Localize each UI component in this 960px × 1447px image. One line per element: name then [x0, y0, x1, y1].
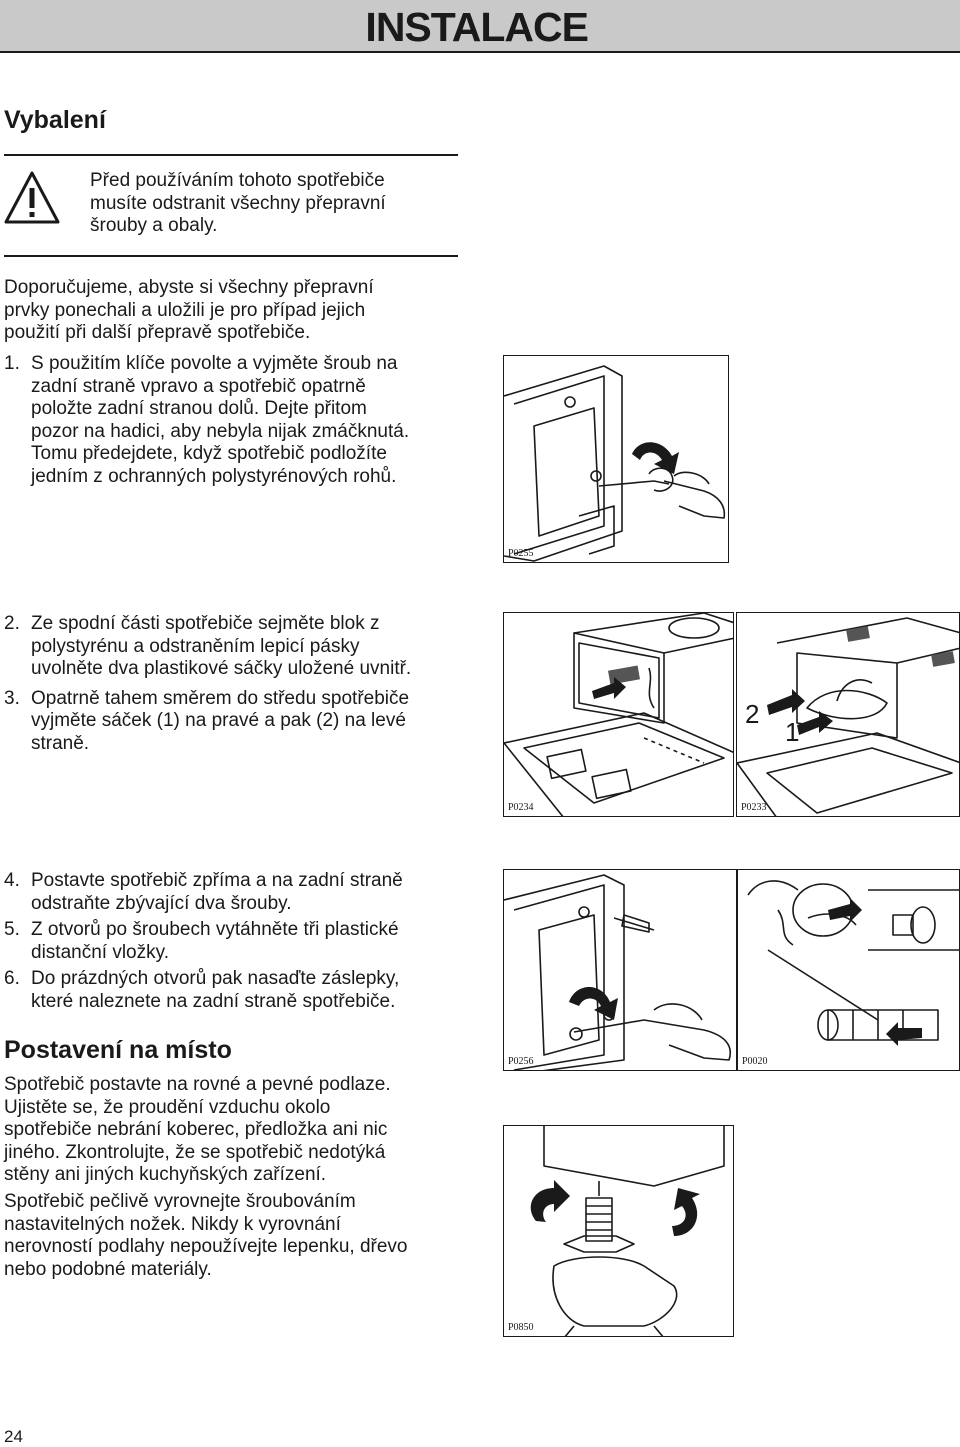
section-heading-placement: Postavení na místo [4, 1036, 232, 1064]
step-number: 6. [4, 968, 20, 989]
text-line: spotřebiče nebrání koberec, předložka ani nic [4, 1119, 388, 1140]
figure-code: P0020 [742, 1056, 768, 1067]
steps-4-6 [4, 870, 474, 1013]
step-6 [4, 968, 474, 1013]
polystyrene-bag-pull-illustration [737, 613, 960, 817]
text-line: Spotřebič pečlivě vyrovnejte šroubováním [4, 1191, 356, 1212]
figure-back-screw [503, 355, 729, 563]
step-4 [4, 870, 474, 915]
text-line: nebo podobné materiály. [4, 1258, 212, 1280]
step-number: 5. [4, 919, 20, 940]
text-line: distanční vložky. [31, 941, 169, 963]
warning-triangle-icon [4, 170, 60, 231]
figure-code: P0850 [508, 1322, 534, 1333]
figure-screw-removal [503, 869, 737, 1071]
text-line: nerovností podlahy nepoužívejte lepenku, dřevo [4, 1236, 408, 1257]
step-number: 4. [4, 870, 20, 891]
divider [4, 255, 458, 257]
step-2 [4, 613, 474, 681]
text-line: S použitím klíče povolte a vyjměte šroub na [31, 353, 398, 374]
page-number: 24 [4, 1427, 23, 1446]
text-line: Postavte spotřebič zpříma a na zadní straně [31, 870, 403, 891]
text-line: polystyrénu a odstraněním lepicí pásky [31, 635, 360, 657]
figure-bag-left [503, 612, 734, 817]
figure-bag-pull [736, 612, 960, 817]
text-line: Z otvorů po šroubech vytáhněte tři plastické [31, 919, 399, 940]
text-line: odstraňte zbývající dva šrouby. [31, 892, 292, 914]
warning-line: Před používáním tohoto spotřebiče [90, 170, 385, 191]
warning-line: šrouby a obaly. [90, 215, 218, 236]
warning-text [90, 170, 450, 238]
back-screw-wrench-illustration [504, 356, 729, 563]
figure-code: P0234 [508, 802, 534, 813]
spacer-plug-illustration [738, 870, 960, 1071]
intro-paragraph [4, 277, 474, 345]
header-bar [0, 0, 960, 53]
page-title: INSTALACE [365, 4, 588, 50]
figure-code: P0255 [508, 548, 534, 559]
placement-paragraph-2 [4, 1191, 474, 1281]
text-line: Tomu předejdete, když spotřebič podložíte [31, 443, 387, 464]
text-line: Ujistěte se, že proudění vzduchu okolo [4, 1096, 331, 1118]
figure-label: 1 [785, 717, 800, 747]
text-line: jedním z ochranných polystyrénových rohů. [31, 465, 397, 487]
text-line: jiného. Zkontrolujte, že se spotřebič nedotýká [4, 1141, 386, 1163]
text-line: zadní straně vpravo a spotřebič opatrně [31, 375, 366, 397]
warning-line: musíte odstranit všechny přepravní [90, 192, 386, 214]
text-line: které naleznete na zadní straně spotřebiče. [31, 990, 396, 1012]
figure-code: P0256 [508, 1056, 534, 1067]
step-3 [4, 688, 474, 756]
polystyrene-bag-left-illustration [504, 613, 734, 817]
text-line: Do prázdných otvorů pak nasaďte záslepky, [31, 968, 400, 989]
step-number: 3. [4, 687, 20, 709]
step-5 [4, 919, 474, 964]
text-line: uvolněte dva plastikové sáčky uložené uvnitř. [31, 658, 412, 679]
adjustable-foot-illustration [504, 1126, 734, 1337]
text-line: Ze spodní části spotřebiče sejměte blok z [31, 613, 380, 634]
divider [4, 154, 458, 156]
step-number: 1. [4, 353, 20, 374]
figure-code: P0233 [741, 802, 767, 813]
figure-label: 2 [745, 699, 760, 729]
steps-2-3 [4, 613, 474, 755]
section-heading-unpacking: Vybalení [4, 106, 106, 134]
text-line: pozor na hadici, aby nebyla nijak zmáčknutá. [31, 420, 410, 442]
text-line: stěny ani jiných kuchyňských zařízení. [4, 1164, 327, 1185]
text-line: Doporučujeme, abyste si všechny přepravní [4, 277, 374, 298]
text-line: položte zadní stranou dolů. Dejte přitom [31, 398, 367, 419]
text-line: straně. [31, 732, 90, 754]
text-line: vyjměte sáček (1) na pravé a pak (2) na levé [31, 710, 406, 731]
step-number: 2. [4, 613, 20, 634]
step-1 [4, 353, 474, 488]
screw-removal-illustration [504, 870, 737, 1071]
text-line: Spotřebič postavte na rovné a pevné podlaze. [4, 1074, 391, 1095]
text-line: prvky ponechali a uložili je pro případ jejich [4, 299, 366, 321]
text-line: použití při další přepravě spotřebiče. [4, 322, 311, 343]
text-line: Opatrně tahem směrem do středu spotřebiče [31, 687, 410, 709]
figure-adjustable-foot [503, 1125, 734, 1337]
placement-paragraph-1 [4, 1074, 474, 1187]
figure-spacer-plug [737, 869, 960, 1071]
text-line: nastavitelných nožek. Nikdy k vyrovnání [4, 1213, 341, 1235]
